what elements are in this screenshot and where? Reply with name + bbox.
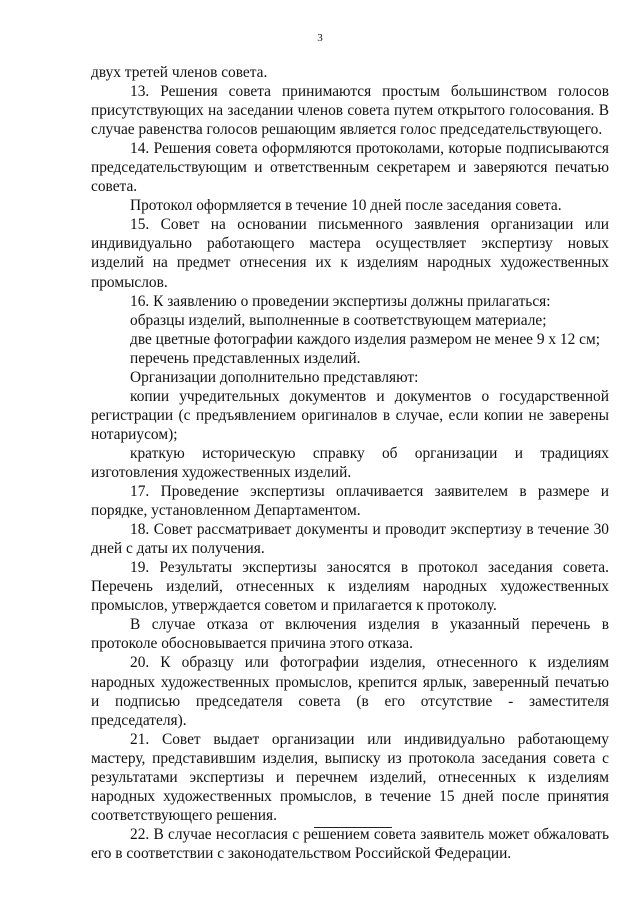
paragraph: 18. Совет рассматривает документы и проводит экспертизу в течение 30 дней с даты их получения. <box>91 521 609 558</box>
paragraph: 19. Результаты экспертизы заносятся в протокол заседания совета. Перечень изделий, отнесенных к изделиям народных художественных промыслов, утверждается советом и прилагается к протоколу. <box>91 559 609 615</box>
paragraph: 16. К заявлению о проведении экспертизы должны прилагаться: <box>130 292 551 310</box>
paragraph: Организации дополнительно представляют: <box>130 368 419 386</box>
paragraph: 21. Совет выдает организации или индивидуально работающему мастеру, представившим изделия, выписку из протокола заседания совета с результатами экспертизы и перечнем изделий, отнесенных к изделиям народных художественных промыслов, в течение 15 дней после принятия соответствующего решения. <box>91 730 609 824</box>
paragraph: две цветные фотографии каждого изделия размером не менее 9 х 12 см; <box>130 330 601 348</box>
paragraph: В случае отказа от включения изделия в указанный перечень в протоколе обосновывается причина этого отказа. <box>91 616 609 653</box>
paragraph: 22. В случае несогласия с решением совета заявитель может обжаловать его в соответствии с законодательством Российской Федерации. <box>91 825 609 862</box>
paragraph: перечень представленных изделий. <box>130 349 361 367</box>
page-number: 3 <box>317 32 323 44</box>
paragraph: копии учредительных документов и документов о государственной регистрации (с предъявлением оригиналов в случае, если копии не заверены нотариусом); <box>91 387 609 443</box>
paragraph: 13. Решения совета принимаются простым большинством голосов присутствующих на заседании членов совета путем открытого голосования. В случае равенства голосов решающим является голос председательствующего. <box>91 83 609 139</box>
document-body <box>91 63 609 863</box>
paragraph: Протокол оформляется в течение 10 дней после заседания совета. <box>130 197 562 215</box>
paragraph: 20. К образцу или фотографии изделия, отнесенного к изделиям народных художественных промыслов, крепится ярлык, заверенный печатью и подписью председателя совета (в его отсутствие - заместителя председателя). <box>91 654 609 729</box>
end-of-document-rule <box>314 827 392 828</box>
paragraph: двух третей членов совета. <box>91 64 268 81</box>
paragraph: 15. Совет на основании письменного заявления организации или индивидуально работающего мастера осуществляет экспертизу новых изделий на предмет отнесения их к изделиям народных художественных промыслов. <box>91 216 609 291</box>
paragraph: 17. Проведение экспертизы оплачивается заявителем в размере и порядке, установленном Департаментом. <box>91 483 609 520</box>
paragraph: образцы изделий, выполненные в соответствующем материале; <box>130 311 547 329</box>
paragraph: краткую историческую справку об организации и традициях изготовления художественных изделий. <box>91 444 609 481</box>
paragraph: 14. Решения совета оформляются протоколами, которые подписываются председательствующим и ответственным секретарем и заверяются печатью совета. <box>91 140 609 196</box>
